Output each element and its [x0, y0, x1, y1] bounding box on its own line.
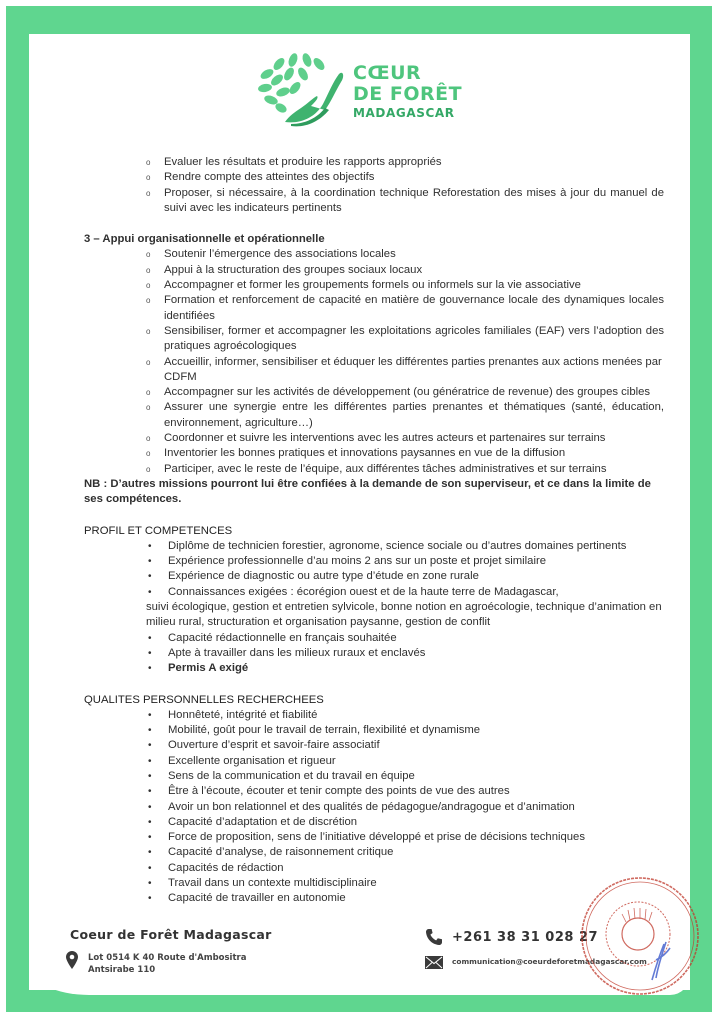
envelope-icon: [425, 956, 443, 969]
page-frame-top: [6, 6, 712, 34]
bullet-icon: •: [148, 647, 152, 659]
list-item: • Honnêteté, intégrité et fiabilité: [84, 708, 664, 723]
circle-bullet-icon: o: [146, 326, 151, 336]
bullet-icon: •: [148, 862, 152, 874]
address-line-2: Antsirabe 110: [88, 965, 156, 975]
bullet-icon: •: [148, 770, 152, 782]
address-line-1: Lot 0514 K 40 Route d'Ambositra: [88, 953, 247, 963]
list-item: o Accueillir, informer, sensibiliser et éduquer les différentes parties prenantes aux actions menées par CDFM: [146, 355, 662, 383]
list-item: • Être à l’écoute, écouter et tenir compte des points de vue des autres: [84, 784, 664, 799]
list-item: o Assurer une synergie entre les différentes parties prenantes et thématiques (santé, éducation, environnement, agriculture…): [146, 401, 664, 429]
bullet-icon: •: [148, 816, 152, 828]
official-stamp: [576, 874, 704, 998]
page-frame-left: [6, 6, 29, 1012]
list-item: • Force de proposition, sens de l’initiative développé et prise de décisions techniques: [84, 830, 664, 845]
circle-bullet-icon: o: [146, 250, 151, 260]
bullet-icon: •: [148, 540, 152, 552]
circle-bullet-icon: o: [146, 158, 151, 167]
leaves-hand-icon: [255, 52, 347, 132]
list-item: o Coordonner et suivre les interventions avec les autres acteurs et partenaires sur terrains: [84, 431, 664, 446]
bullet-icon: •: [148, 893, 152, 905]
circle-bullet-icon: o: [146, 173, 151, 183]
list-item: • Ouverture d’esprit et savoir-faire associatif: [84, 738, 664, 753]
logo-line-2: DE FORÊT: [353, 83, 463, 105]
list-item: • Capacité rédactionnelle en français souhaitée: [84, 631, 664, 646]
list-item: • Expérience de diagnostic ou autre type d’étude en zone rurale: [84, 569, 664, 584]
bullet-icon: •: [148, 832, 152, 844]
bullet-icon: •: [148, 847, 152, 859]
spacer: [84, 216, 664, 232]
list-item: • Capacités de rédaction: [84, 861, 664, 876]
circle-bullet-icon: o: [146, 403, 151, 413]
list-item: o Inventorier les bonnes pratiques et innovations paysannes en vue de la diffusion: [84, 446, 664, 461]
bullet-icon: •: [148, 663, 152, 675]
list-item: o Proposer, si nécessaire, à la coordination technique Reforestation des mises à jour du manuel de suivi avec les indicateurs pertinents: [146, 186, 664, 214]
bullet-icon: •: [148, 878, 152, 890]
list-item: o Sensibiliser, former et accompagner les exploitations agricoles familiales (EAF) vers l’adoption des pratiques agroécologiques: [146, 324, 664, 353]
circle-bullet-icon: o: [146, 281, 151, 291]
bullet-icon: •: [148, 709, 152, 721]
page-frame-right: [690, 6, 712, 1012]
circle-bullet-icon: o: [146, 188, 151, 198]
list-item: • Expérience professionnelle d’au moins 2 ans sur un poste et projet similaire: [84, 554, 664, 569]
bullet-icon: •: [148, 755, 152, 767]
logo-line-1: CŒUR: [353, 62, 422, 84]
brand-logo: [255, 52, 465, 132]
footer-phone[interactable]: +261 38 31 028 27: [452, 930, 599, 945]
circle-bullet-icon: o: [146, 265, 151, 275]
bullet-icon: •: [148, 571, 152, 583]
list-item: • Mobilité, goût pour le travail de terrain, flexibilité et dynamisme: [84, 723, 664, 738]
list-item: o Appui à la structuration des groupes sociaux locaux: [84, 263, 664, 278]
bullet-icon: •: [148, 632, 152, 644]
list-item: • Avoir un bon relationnel et des qualités de pédagogue/andragogue et d’animation: [84, 800, 664, 815]
location-pin-icon: [66, 951, 78, 969]
list-item: • Diplôme de technicien forestier, agronome, science sociale ou d’autres domaines pertinents: [84, 539, 664, 554]
footer-org-name: Coeur de Forêt Madagascar: [70, 927, 272, 942]
bullet-icon: •: [148, 586, 152, 598]
list-item: • Connaissances exigées : écorégion ouest et de la haute terre de Madagascar, suivi écologique, gestion et entretien sylvicole, bonne notion en agroécologie, technique d’animation en milieu rural, structuration et organisation paysanne, gestion de conflit: [84, 585, 664, 631]
section-3-note: NB : D’autres missions pourront lui être confiées à la demande de son superviseur, et ce dans la limite de ses compétences.: [84, 477, 651, 506]
circle-bullet-icon: o: [146, 434, 151, 444]
footer-email[interactable]: communication@coeurdeforetmadagascar.com: [452, 957, 647, 966]
bullet-icon: •: [148, 740, 152, 752]
list-item: o Evaluer les résultats et produire les rapports appropriés: [84, 155, 664, 170]
qualites-section-title: QUALITES PERSONNELLES RECHERCHEES: [84, 693, 324, 706]
bullet-icon: •: [148, 786, 152, 798]
list-item: • Permis A exigé: [84, 661, 664, 676]
list-item: o Soutenir l’émergence des associations locales: [84, 247, 664, 262]
circle-bullet-icon: o: [146, 449, 151, 459]
circle-bullet-icon: o: [146, 388, 151, 398]
list-item: o Accompagner sur les activités de développement (ou génératrice de revenue) des groupes cibles: [84, 385, 664, 400]
bullet-icon: •: [148, 725, 152, 737]
bullet-icon: •: [148, 801, 152, 813]
list-item: • Sens de la communication et du travail en équipe: [84, 769, 664, 784]
list-item: • Capacité de travailler en autonomie: [84, 891, 664, 906]
logo-wordmark: [353, 64, 462, 119]
list-item: o Participer, avec le reste de l’équipe, aux différentes tâches administratives et sur terrains: [84, 462, 664, 477]
list-item: o Formation et renforcement de capacité en matière de gouvernance locale des dynamiques locales identifiées: [146, 294, 664, 322]
list-item: o Rendre compte des atteintes des objectifs: [84, 170, 664, 185]
knowledge-continuation: suivi écologique, gestion et entretien sylvicole, bonne notion en agroécologie, technique d’animation en milieu rural, structuration et organisation paysanne, gestion de conflit: [146, 601, 662, 629]
circle-bullet-icon: o: [146, 296, 151, 306]
footer-address: [88, 952, 246, 976]
list-item: • Capacité d’analyse, de raisonnement critique: [84, 845, 664, 860]
list-item: • Excellente organisation et rigueur: [84, 754, 664, 769]
list-item: • Apte à travailler dans les milieux ruraux et enclavés: [84, 646, 664, 661]
phone-icon: [425, 928, 443, 946]
circle-bullet-icon: o: [146, 357, 151, 367]
list-item: • Capacité d’adaptation et de discrétion: [84, 815, 664, 830]
document-body: [84, 155, 664, 907]
profil-section-title: PROFIL ET COMPETENCES: [84, 524, 233, 537]
logo-line-3: MADAGASCAR: [353, 106, 455, 120]
section-3-title: 3 – Appui organisationnelle et opérationnelle: [84, 233, 325, 246]
list-item: • Travail dans un contexte multidisciplinaire: [84, 876, 664, 891]
list-item: o Accompagner et former les groupements formels ou informels sur la vie associative: [84, 278, 664, 293]
circle-bullet-icon: o: [146, 464, 151, 474]
bullet-icon: •: [148, 556, 152, 568]
